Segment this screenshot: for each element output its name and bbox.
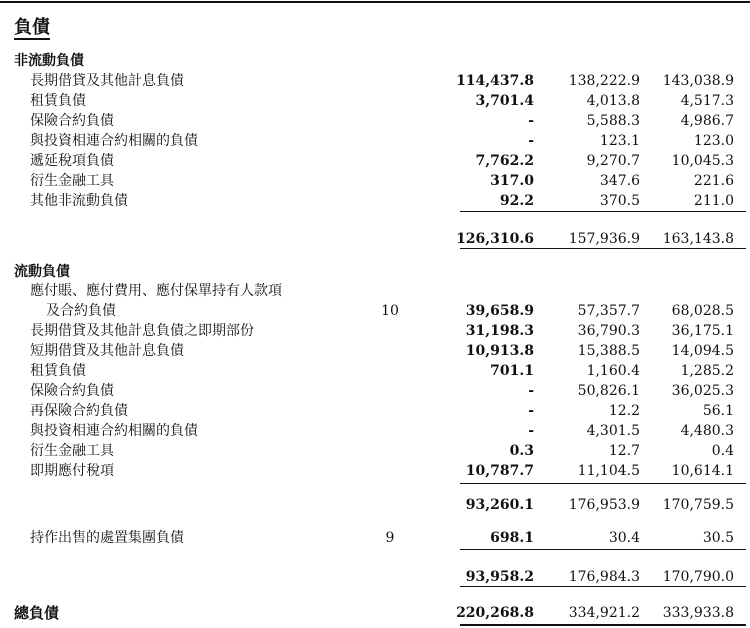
row-c3: 4,480.3 <box>680 423 734 439</box>
table-row <box>0 191 750 211</box>
table-row <box>0 381 750 401</box>
row-c2: 4,301.5 <box>586 423 640 439</box>
non-current-heading: 非流動負債 <box>14 53 84 69</box>
row-label: 租賃負債 <box>30 363 86 379</box>
row-c1: 114,437.8 <box>456 73 534 89</box>
table-row <box>0 151 750 171</box>
non-current-heading-row <box>0 51 750 71</box>
row-c3: 143,038.9 <box>662 73 734 89</box>
row-c3: 4,986.7 <box>680 113 734 129</box>
total-liabilities-row <box>0 603 750 623</box>
table-row <box>0 131 750 151</box>
total-liabilities-c3: 333,933.8 <box>662 605 734 621</box>
row-label: 再保險合約負債 <box>30 403 128 419</box>
row-c1: - <box>528 383 534 399</box>
row-c2: 1,160.4 <box>586 363 640 379</box>
non-current-subtotal-rule-top <box>460 211 746 212</box>
non-current-subtotal-c1: 126,310.6 <box>456 231 534 247</box>
row-c3: 211.0 <box>693 193 734 209</box>
row-c3: 10,614.1 <box>671 463 734 479</box>
table-row <box>0 111 750 131</box>
table-row <box>0 91 750 111</box>
row-label: 短期借貸及其他計息負債 <box>30 343 184 359</box>
row-c2: 9,270.7 <box>586 153 640 169</box>
row-c1: 31,198.3 <box>465 323 534 339</box>
current-total-rule-top <box>460 549 746 550</box>
row-label: 與投資相連合約相關的負債 <box>30 133 198 149</box>
payables-c1: 39,658.9 <box>465 303 534 319</box>
row-c1: 10,787.7 <box>465 463 534 479</box>
table-row <box>0 341 750 361</box>
current-total-c1: 93,958.2 <box>465 569 534 585</box>
row-c3: 10,045.3 <box>671 153 734 169</box>
current-total-row <box>0 567 750 587</box>
held-for-sale-c1: 698.1 <box>490 530 534 546</box>
row-c2: 50,826.1 <box>577 383 640 399</box>
table-row <box>0 421 750 441</box>
row-c2: 12.2 <box>608 403 640 419</box>
table-row <box>0 361 750 381</box>
table-row <box>0 71 750 91</box>
page-title: 負債 <box>14 17 50 38</box>
held-for-sale-row <box>0 528 750 548</box>
row-label: 衍生金融工具 <box>30 173 114 189</box>
table-row <box>0 321 750 341</box>
row-c1: 10,913.8 <box>465 343 534 359</box>
row-c2: 36,790.3 <box>577 323 640 339</box>
payables-label-line2: 及合約負債 <box>46 303 116 319</box>
row-c1: 0.3 <box>509 443 534 459</box>
total-liabilities-label: 總負債 <box>14 604 60 622</box>
row-label: 保險合約負債 <box>30 113 114 129</box>
row-c3: 123.0 <box>693 133 734 149</box>
non-current-subtotal-c3: 163,143.8 <box>662 231 734 247</box>
payables-row-line2 <box>0 301 750 321</box>
row-c3: 221.6 <box>693 173 734 189</box>
row-c3: 4,517.3 <box>680 93 734 109</box>
current-subtotal-c3: 170,759.5 <box>662 497 734 513</box>
row-c2: 370.5 <box>599 193 640 209</box>
current-subtotal-c1: 93,260.1 <box>465 497 534 513</box>
row-label: 遞延稅項負債 <box>30 153 114 169</box>
row-c1: 7,762.2 <box>475 153 534 169</box>
row-c3: 14,094.5 <box>671 343 734 359</box>
row-c2: 4,013.8 <box>586 93 640 109</box>
row-c3: 36,025.3 <box>671 383 734 399</box>
row-c1: 701.1 <box>490 363 534 379</box>
row-c2: 11,104.5 <box>577 463 640 479</box>
total-rule-1 <box>460 624 746 626</box>
current-subtotal-c2: 176,953.9 <box>568 497 640 513</box>
non-current-subtotal-rule-bottom <box>460 248 746 249</box>
row-c1: 317.0 <box>490 173 534 189</box>
current-heading-row <box>0 262 750 282</box>
held-for-sale-c2: 30.4 <box>608 530 640 546</box>
held-for-sale-note: 9 <box>385 530 395 546</box>
row-label: 長期借貸及其他計息負債 <box>30 73 184 89</box>
non-current-subtotal-row <box>0 229 750 249</box>
current-heading: 流動負債 <box>14 264 70 280</box>
payables-label-line1: 應付賬、應付費用、應付保單持有人款項 <box>30 283 282 299</box>
payables-c2: 57,357.7 <box>577 303 640 319</box>
payables-note: 10 <box>381 303 399 319</box>
row-c2: 12.7 <box>608 443 640 459</box>
row-c2: 15,388.5 <box>577 343 640 359</box>
total-liabilities-c1: 220,268.8 <box>456 605 534 621</box>
row-c1: - <box>528 423 534 439</box>
row-c3: 0.4 <box>711 443 734 459</box>
row-label: 租賃負債 <box>30 93 86 109</box>
row-label: 保險合約負債 <box>30 383 114 399</box>
current-subtotal-rule-top <box>460 483 746 484</box>
held-for-sale-c3: 30.5 <box>702 530 734 546</box>
row-c1: - <box>528 133 534 149</box>
row-label: 即期應付稅項 <box>30 463 114 479</box>
row-c3: 36,175.1 <box>671 323 734 339</box>
row-c1: 92.2 <box>499 193 534 209</box>
row-label: 衍生金融工具 <box>30 443 114 459</box>
row-label: 長期借貸及其他計息負債之即期部份 <box>30 323 254 339</box>
row-c3: 1,285.2 <box>680 363 734 379</box>
row-c2: 123.1 <box>599 133 640 149</box>
row-c2: 347.6 <box>599 173 640 189</box>
held-for-sale-label: 持作出售的處置集團負債 <box>30 530 184 546</box>
row-c1: - <box>528 403 534 419</box>
payables-row-line1 <box>0 281 750 301</box>
top-rule <box>0 1 750 3</box>
current-total-c3: 170,790.0 <box>662 569 734 585</box>
total-liabilities-c2: 334,921.2 <box>568 605 640 621</box>
row-label: 與投資相連合約相關的負債 <box>30 423 198 439</box>
row-c2: 5,588.3 <box>586 113 640 129</box>
current-subtotal-row <box>0 495 750 515</box>
non-current-subtotal-c2: 157,936.9 <box>568 231 640 247</box>
table-row <box>0 461 750 481</box>
row-c3: 56.1 <box>702 403 734 419</box>
row-label: 其他非流動負債 <box>30 193 128 209</box>
payables-c3: 68,028.5 <box>671 303 734 319</box>
table-row <box>0 441 750 461</box>
current-total-rule-bottom <box>460 586 746 587</box>
row-c1: - <box>528 113 534 129</box>
title-underline <box>14 38 50 40</box>
row-c1: 3,701.4 <box>475 93 534 109</box>
table-row <box>0 401 750 421</box>
table-row <box>0 171 750 191</box>
current-total-c2: 176,984.3 <box>568 569 640 585</box>
row-c2: 138,222.9 <box>568 73 640 89</box>
